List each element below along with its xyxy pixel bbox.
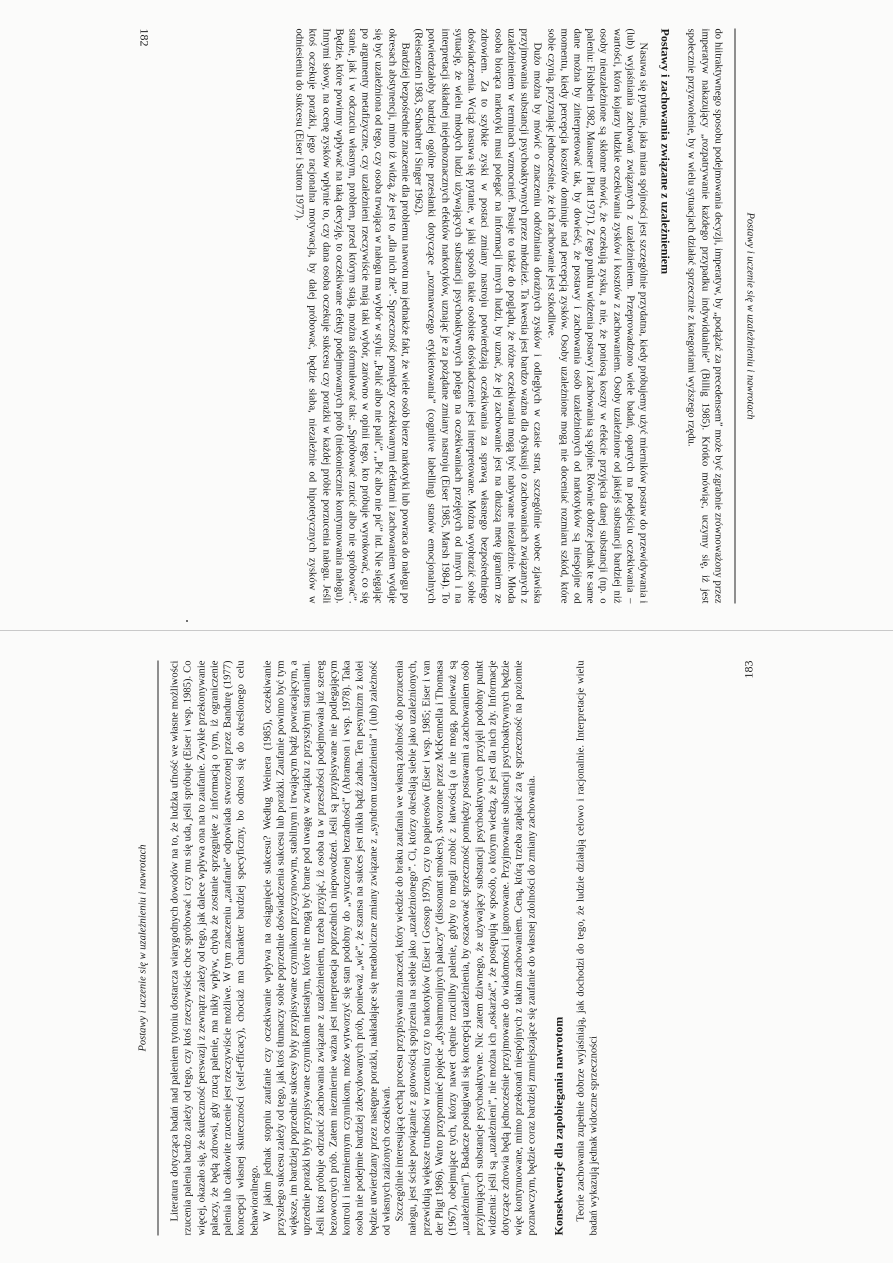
body-paragraph: Literatura dotycząca badań nad paleniem tytoniu dostarcza wiarygodnych dowodów na to, że ludzka ufność we własne możliwości rzucenia palenia bardzo zależy od tego, czy ktoś rzeczywiście chce spróbować i czy mu się uda, jeśli spróbuje (Eiser i wsp. 1985). Co więcej, okazało się, że skuteczność perswazji z zewnątrz zależy od tego, jak dalece wpływa ona na to zaufanie. Zwykłe przekonywanie palaczy, że będą zdrowsi, gdy rzucą palenie, ma nikły wpływ, chyba że zostanie sprzęgnięte z informacją o tym, iż ograniczenie palenia lub całkowite rzucenie jest rzeczywiście możliwe. W tym znaczeniu „zaufanie” odpowiada stworzonej przez Bandurę (1977) koncepcji własnej skuteczności (self-efficacy), chociaż ma charakter bardziej specyficzny, bo odnosi się do określonego celu behawioralnego. [169,660,261,1236]
body-paragraph: Szczególnie interesującą cechą procesu przypisywania znaczeń, który wiedzie do braku zaufania we własną zdolność do porzucenia nałogu, jest ścisłe powiązanie z gotowością spojrzenia na siebie jako „uzależnionego”. Ci, którzy określają siebie jako uzależnionych, przewidują większe trudności w rzuceniu czy to narkotyków (Eiser i Gossop 1979), czy to papierosów (Eiser i wsp. 1985; Eiser i van der Pligt 1986). Warto przypomnieć pojęcie „dysharmonijnych palaczy” (dissonant smokers), stworzone przez McKennella i Thomasa (1967), obejmujące tych, którzy nawet chętnie rzuciliby palenie, gdyby to mogli zrobić z łatwością (a nie mogą, ponieważ są „uzależnieni”). Badacze posługiwali się koncepcją uzależnienia, by oszacować sprzeczność pomiędzy postawami a zachowaniem osób przyjmujących substancje psychoaktywne. Nic zatem dziwnego, że używający substancji psychoaktywnych przyjęli podobny punkt widzenia: jeśli są „uzależnieni”, nie można ich „oskarżać”, że postępują w sposób, o którym wiedzą, że jest dla nich zły. Informacje dotyczące zdrowia będą jednocześnie przyjmowane do wiadomości i ignorowane. Przyjmowanie substancji psychoaktywnych będzie więc kontynuowane, mimo przekonań niespójnych z takim zachowaniem. Ceną, którą trzeba zapłacić za tę sprzeczność na poziomie poznawczym, będzie coraz bardziej zmniejszające się zaufanie do własnej zdolności do zmiany zachowania. [394,660,538,1236]
header-rule [734,29,735,604]
page-divider [0,630,893,631]
running-header: Postawy i uczenie się w uzależnieniu i nawrotach [744,212,756,420]
section-heading: Konsekwencje dla zapobiegania nawrotom [551,1016,566,1236]
page-number: 183 [741,660,756,679]
body-paragraph: Nasuwa się pytanie, jaka miara spójności jest szczególnie przydatna, kiedy próbujemy użyć mierników postaw do przewidywania i (lub) wyjaśniania zachowań związanych z uzależnieniem. Przeprowadzono wiele badań, opartych na podejściu oczekiwania – wartości, która kojarzy ludzkie oczekiwania zysków i kosztów z zachowaniem. Osoby uzależnione od jakiejś substancji bardziej niż osoby nieuzależnione są skłonne mówić, że oczekują zysku, a nie, że poniosą koszty w efekcie przyjęcia danej substancji (np. o paleniu: Fishbein 1982, Mausner i Platt 1971). Z tego punktu widzenia postawy i zachowania są spójne. Równie dobrze jednak te same dane można by zinterpretować tak, by dowieść, że postawy i zachowania osób uzależnionych od narkotyków są niespójne od momentu, kiedy percepcja kosztów dominuje nad percepcją zysków. Osoby uzależnione mogą nie doceniać rozmiaru szkód, które sobie czynią, przyznając jednocześnie, że ich zachowanie jest szkodliwe. [545,28,649,604]
closing-paragraph: Teorie zachowania zupełnie dobrze wyjaśniają, jak dochodzi do tego, że ludzie działają celowo i racjonalnie. Interpretacje wielu badań wykazują jednak widoczne sprzeczności [575,660,600,1236]
page-number: 182 [137,28,152,47]
running-header: Postawy i uczenie się w uzależnieniu i nawrotach [137,844,149,1052]
page-183 [0,632,893,1263]
header-rule [158,661,159,1236]
body-paragraph: W jakim jednak stopniu zaufanie czy oczekiwanie wpływa na osiągnięcie sukcesu? Według Weinera (1985), oczekiwanie przyszłego sukcesu zależy od tego, jak ktoś tłumaczy sobie poprzednie doświadczenia sukcesu lub porażki. Zaufanie powinno być tym większe, im bardziej poprzednie sukcesy były przypisywane czynnikom przyczynowym, stabilnym i trwającym bądź powracającym, a uprzednie porażki były przypisywane czynnikom niestałym, które nie mogą być brane pod uwagę w związku z przyszłymi staraniami. Jeśli ktoś próbuje odrzucić zachowania związane z uzależnieniem, trzeba przyjąć, iż osoba ta w przeszłości podejmowała już szereg bezowocnych prób. Zatem niezmiernie ważna jest interpretacja poprzednich niepowodzeń. Jeśli są przypisywane nie podlegającym kontroli i niezmiennym czynnikom, może wytworzyć się stan podobny do „wyuczonej bezradności” (Abramson i wsp. 1978). Taka osoba nie podejmie bardziej zdecydowanych prób, ponieważ „wie”, że szansa na sukces jest nikła bądź żadna. Ten pesymizm z kolei będzie utwierdzany przez następne porażki, nakładające się metaboliczne zmiany związane z „syndrom uzależnienia” i (lub) zależność od własnych zaiżonych oczekiwań. [262,660,393,1236]
page-182 [0,0,893,631]
scan-speck [186,620,188,622]
page-183-content [137,661,757,1236]
body-paragraph: Dużo można by mówić o znaczeniu odróżniania doraźnych zysków i odległych w czasie strat, szczególnie wobec zjawiska przyjmowania substancji psychoaktywnych przez młodzież. Ta kwestia jest bardzo ważna dla dyskusji o zachowaniach związanych z uzależnieniem w terminach wzmocnień. Pasuje to także do poglądu, że różne oczekiwania mogą być nabywane niezależnie. Młoda osoba biorąca narkotyki musi polegać na informacji innych ludzi, by uznać, że jej zachowanie jest na dłuższą metę igraniem ze zdrowiem. Za to szybkie zyski w postaci zmiany nastroju potwierdzają oczekiwania za sprawą własnego bezpośredniego doświadczenia. Wciąż nasuwa się pytanie, w jaki sposób takie osobiste doświadczenie jest interpretowane. Można wyobrazić sobie sytuację, że wielu młodych ludzi używających substancji psychoaktywnych polega na oczekiwaniach przejętych od innych i na interpretacji składnej niejednoznacznych efektów narkotyków, uznając je za pożądane zmiany nastroju (Eiser 1985, Marsh 1984). To potwierdzałoby bardziej ogólne przesłanki dotyczące „rozmawczego etykietowania” (cognitive labelling) stanów emocjonalnych (Reisenzein 1983, Schachter i Singer 1962). [412,28,543,604]
page-182-content [137,29,757,604]
body-paragraph: Bardziej bezpośrednie znaczenie dla problemu nawrotu ma jednakże fakt, że wiele osób bierze narkotyki lub powraca do nałogu po okresach abstynencji, mimo iż widzą, że jest to „dla nich złe”. Sprzeczność pomiędzy oczekiwanymi efektami i zachowaniem wydaje się być uzależniona od tego, czy osoba trwająca w nałogu ma wybór w stylu: „Palić albo nie palić”, „Pić albo nie pić” itd. Nie sięgając po argumenty metafizyczne, czy uzależnieni rzeczywiście mają taki wybór, zarówno w opinii tego, kto próbuje wyrokować, co się stanie, jak i w odczuciu własnym, problem, przed którym stają, można sformułować tak: „Spróbować rzucić albo nie spróbować”. Będzie, które powinny wpływać na taką decyzję, to oczekiwane efekty podejmowanych prób (niekoniecznie kontynuowania nałogu). Innymi słowy, na ocenę zysków wpłynie to, czy dana osoba oczekuje sukcesu czy porażki w każdej próbie porzucenia nałogu. Jeśli ktoś oczekuje porażki, jego racjonalna motywacja, by dalej próbować, będzie słaba, niezależnie od hipotetycznych zysków w odniesieniu do sukcesu (Eiser i Sutton 1977). [293,28,411,604]
section-heading: Postawy i zachowania związane z uzależnieniem [658,28,673,275]
intro-paragraph: do hiitraktywnego sposobu podejmowania decyzji, imperatyw, by „podążać za precedensem” może być zgrabnie zrównoważony przez imperatyw nakazujący „rozpatrywanie każdego przypadku indywidualnie” (Billig 1985). Krótko mówiąc, uczymy się, iż jest społecznie przyzwolenie, by w wielu sytuacjach działać sprzecznie z kategoriami wyższego rzędu. [685,28,724,604]
